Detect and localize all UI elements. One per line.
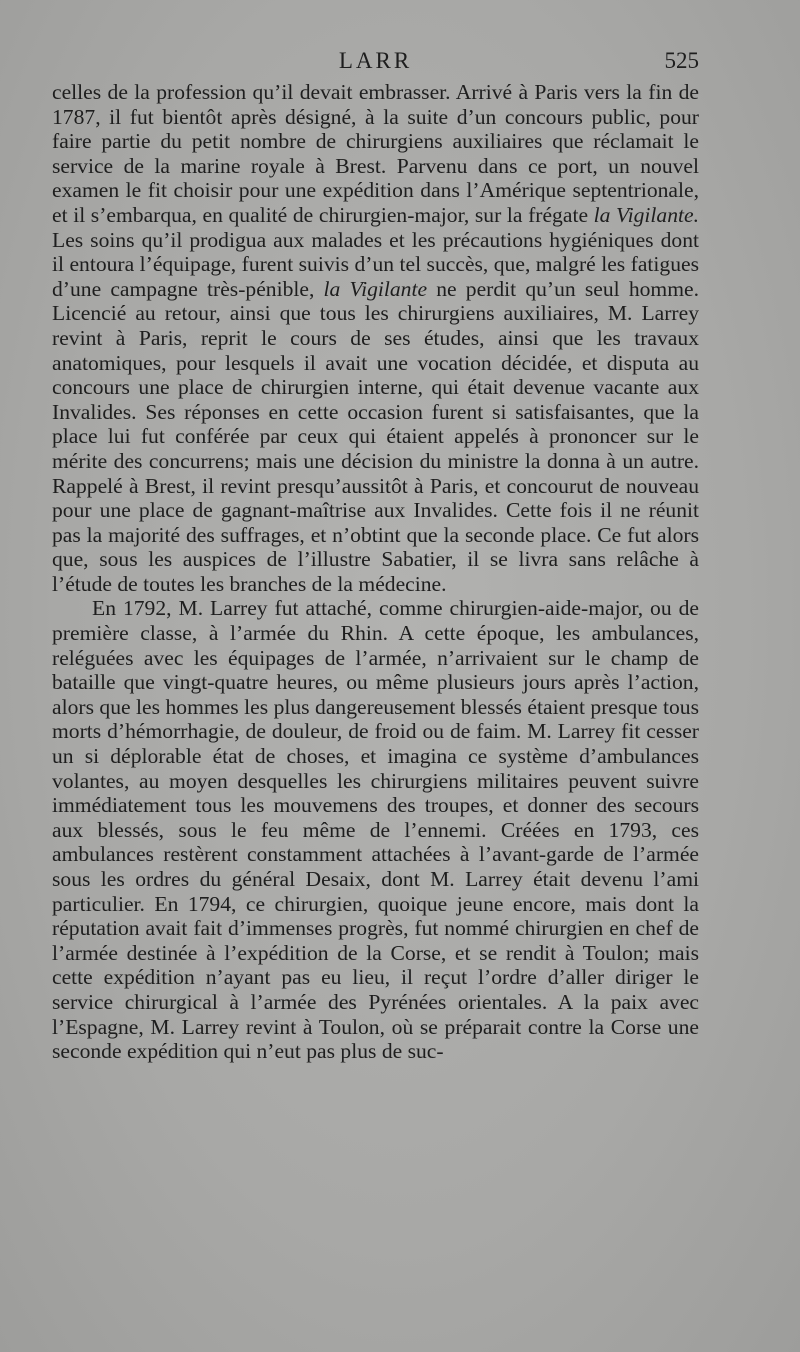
- ship-name: la Vigilante: [323, 276, 428, 301]
- paragraph-1: [52, 80, 699, 596]
- ship-name: la Vigilante.: [593, 202, 700, 227]
- paragraph-1-part-1: celles de la profession qu’il devait embrasser. Arrivé à Paris vers la fin de 1787, il fut bientôt après désigné, à la suite d’un concours public, pour faire partie du petit nombre de chirurgiens auxiliaires que réclamait le service de la marine royale à Brest. Parvenu dans ce port, un nouvel examen le fit choisir pour une expédition dans l’Amérique septentrionale, et il s’embarqua, en qualité de chirurgien-major, sur la frégate: [52, 80, 699, 227]
- paragraph-2: En 1792, M. Larrey fut attaché, comme chirurgien-aide-major, ou de première classe, à l’armée du Rhin. A cette époque, les ambulances, reléguées avec les équipages de l’armée, n’arrivaient sur le champ de bataille que vingt-quatre heures, ou même plusieurs jours après l’action, alors que les hommes les plus dangereusement blessés étaient presque tous morts d’hémorrhagie, de douleur, de froid ou de faim. M. Larrey fit cesser un si déplorable état de choses, et imagina ce système d’ambulances volantes, au moyen desquelles les chirurgiens militaires peuvent suivre immédiatement tous les mouvemens des troupes, et donner des secours aux blessés, sous le feu même de l’ennemi. Créées en 1793, ces ambulances restèrent constamment attachées à l’avant-garde de l’armée sous les ordres du général Desaix, dont M. Larrey était devenu l’ami particulier. En 1794, ce chirurgien, quoique jeune encore, mais dont la réputation avait fait d’immenses progrès, fut nommé chirurgien en chef de l’armée destinée à l’expédition de la Corse, et se rendit à Toulon; mais cette expédition n’ayant pas eu lieu, il reçut l’ordre d’aller diriger le service chirurgical à l’armée des Pyrénées orientales. A la paix avec l’Espagne, M. Larrey revint à Toulon, où se préparait contre la Corse une seconde expédition qui n’eut pas plus de suc-: [52, 596, 699, 1064]
- page-header: [52, 48, 699, 84]
- page-number: 525: [664, 48, 699, 73]
- paragraph-1-part-2: Les soins qu’il prodigua aux malades et les précautions hygiéniques dont il entoura l’équipage, furent suivis d’un tel succès, que, malgré les fatigues d’une campagne très-pénible,: [52, 227, 699, 301]
- running-head: LARR: [338, 48, 413, 73]
- page-body: [52, 80, 699, 1064]
- paragraph-1-part-3: ne perdit qu’un seul homme. Licencié au retour, ainsi que tous les chirurgiens auxiliaires, M. Larrey revint à Paris, reprit le cours de ses études, ainsi que les travaux anatomiques, pour lesquels il avait une vocation décidée, et disputa au concours une place de chirurgien interne, qui était devenue vacante aux Invalides. Ses réponses en cette occasion furent si satisfaisantes, que la place lui fut conférée par ceux qui étaient appelés à prononcer sur le mérite des concurrens; mais une décision du ministre la donna à un autre. Rappelé à Brest, il revint presqu’aussitôt à Paris, et concourut de nouveau pour une place de gagnant-maîtrise aux Invalides. Cette fois il ne réunit pas la majorité des suffrages, et n’obtint que la seconde place. Ce fut alors que, sous les auspices de l’illustre Sabatier, il se livra sans relâche à l’étude de toutes les branches de la médecine.: [52, 276, 699, 596]
